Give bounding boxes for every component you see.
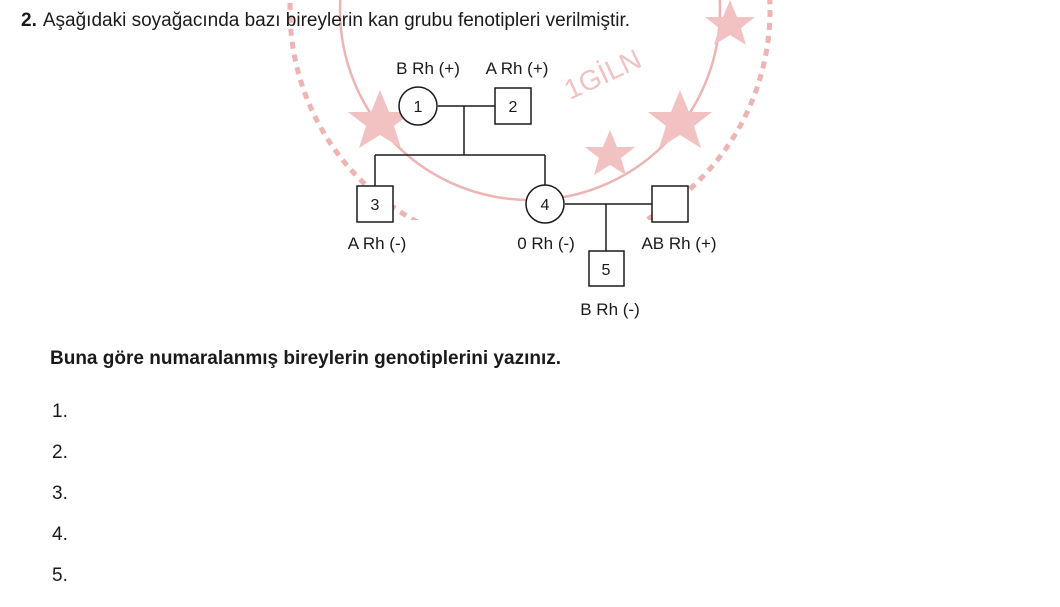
individual-1-number: 1 xyxy=(413,99,423,116)
question-body: Aşağıdaki soyağacında bazı bireylerin kan grubu fenotipleri verilmiştir. xyxy=(42,10,631,31)
answer-line-5[interactable]: 5. xyxy=(52,565,68,586)
individual-1-phenotype: B Rh (+) xyxy=(396,59,460,78)
spouse-phenotype: AB Rh (+) xyxy=(641,234,717,253)
spouse-square xyxy=(652,186,688,222)
answer-line-3[interactable]: 3. xyxy=(52,483,68,504)
individual-3-number: 3 xyxy=(370,197,380,214)
individual-4-number: 4 xyxy=(540,197,550,214)
individual-4-phenotype: 0 Rh (-) xyxy=(517,234,575,253)
answer-line-1[interactable]: 1. xyxy=(52,401,68,422)
answer-list xyxy=(52,400,68,605)
individual-5-phenotype: B Rh (-) xyxy=(580,300,640,319)
individual-2-phenotype: A Rh (+) xyxy=(485,59,549,78)
individual-3-phenotype: A Rh (-) xyxy=(347,234,407,253)
question-number: 2. xyxy=(21,10,37,31)
svg-text:1GİLN: 1GİLN xyxy=(559,43,646,106)
answer-line-4[interactable]: 4. xyxy=(52,524,68,545)
answer-line-2[interactable]: 2. xyxy=(52,442,68,463)
instruction-text: Buna göre numaralanmış bireylerin genotiplerini yazınız. xyxy=(50,348,562,369)
individual-5-number: 5 xyxy=(601,262,611,279)
individual-2-number: 2 xyxy=(508,99,518,116)
